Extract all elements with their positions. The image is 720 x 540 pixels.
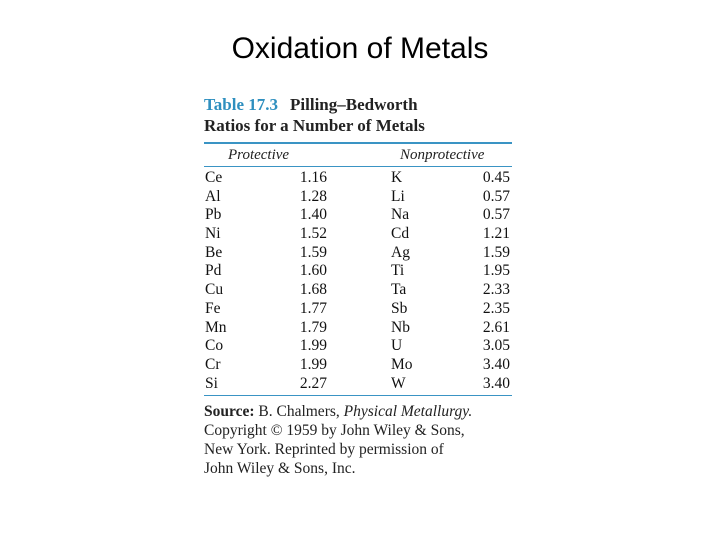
nonprotective-element: W bbox=[391, 374, 406, 392]
source-book: Physical Metallurgy. bbox=[343, 403, 473, 421]
nonprotective-element: Li bbox=[391, 187, 405, 205]
nonprotective-ratio: 2.35 bbox=[482, 299, 510, 317]
source-line3: New York. Reprinted by permission of bbox=[204, 441, 444, 459]
protective-ratio: 1.28 bbox=[299, 187, 327, 205]
protective-element: Be bbox=[205, 243, 223, 261]
protective-element: Cr bbox=[205, 355, 221, 373]
source-line2: Copyright © 1959 by John Wiley & Sons, bbox=[204, 422, 465, 440]
protective-ratio: 1.16 bbox=[299, 169, 327, 186]
protective-ratio: 1.59 bbox=[299, 243, 327, 261]
nonprotective-element: Ag bbox=[391, 243, 410, 261]
nonprotective-ratio: 1.59 bbox=[482, 243, 510, 261]
table-label: Table 17.3 bbox=[204, 95, 279, 114]
protective-ratio: 2.27 bbox=[299, 374, 327, 392]
nonprotective-ratio: 0.45 bbox=[482, 169, 510, 186]
nonprotective-element: Sb bbox=[391, 299, 408, 317]
table-row bbox=[204, 300, 512, 319]
protective-element: Si bbox=[205, 374, 218, 392]
table-body bbox=[204, 167, 512, 395]
table-row bbox=[204, 356, 512, 375]
table-row bbox=[204, 319, 512, 338]
protective-ratio: 1.79 bbox=[299, 318, 327, 336]
source-line4: John Wiley & Sons, Inc. bbox=[204, 460, 356, 478]
table-row bbox=[204, 262, 512, 281]
table-row bbox=[204, 281, 512, 300]
protective-ratio: 1.68 bbox=[299, 281, 327, 299]
nonprotective-ratio: 1.95 bbox=[482, 262, 510, 280]
table-title-line1: Pilling–Bedworth bbox=[290, 95, 418, 114]
pilling-bedworth-table bbox=[204, 94, 512, 478]
nonprotective-ratio: 3.05 bbox=[482, 337, 510, 355]
table-caption bbox=[204, 94, 512, 136]
table-row bbox=[204, 375, 512, 394]
source-label: Source: bbox=[204, 403, 255, 421]
nonprotective-element: Cd bbox=[391, 225, 410, 243]
source-note bbox=[204, 402, 512, 478]
header-nonprotective: Nonprotective bbox=[400, 146, 485, 163]
table-title-line2: Ratios for a Number of Metals bbox=[204, 116, 425, 135]
table-row bbox=[204, 225, 512, 244]
protective-element: Cu bbox=[205, 281, 224, 299]
nonprotective-ratio: 1.21 bbox=[482, 225, 510, 243]
protective-ratio: 1.52 bbox=[299, 225, 327, 243]
nonprotective-element: Ti bbox=[391, 262, 405, 280]
table-row bbox=[204, 169, 512, 188]
source-author: B. Chalmers, bbox=[258, 403, 340, 421]
nonprotective-element: Na bbox=[391, 206, 410, 224]
nonprotective-element: K bbox=[391, 169, 403, 186]
protective-element: Al bbox=[205, 187, 221, 205]
nonprotective-element: Mo bbox=[391, 355, 413, 373]
nonprotective-element: Nb bbox=[391, 318, 410, 336]
nonprotective-ratio: 3.40 bbox=[482, 374, 510, 392]
header-protective: Protective bbox=[228, 146, 290, 163]
protective-ratio: 1.77 bbox=[299, 299, 327, 317]
protective-element: Fe bbox=[205, 299, 221, 317]
nonprotective-ratio: 2.33 bbox=[482, 281, 510, 299]
protective-ratio: 1.99 bbox=[299, 337, 327, 355]
protective-element: Co bbox=[205, 337, 224, 355]
protective-element: Ni bbox=[205, 225, 221, 243]
protective-element: Ce bbox=[205, 169, 223, 186]
protective-ratio: 1.60 bbox=[299, 262, 327, 280]
nonprotective-ratio: 0.57 bbox=[482, 187, 510, 205]
table-row bbox=[204, 188, 512, 207]
protective-element: Pd bbox=[205, 262, 222, 280]
protective-ratio: 1.99 bbox=[299, 355, 327, 373]
protective-element: Pb bbox=[205, 206, 222, 224]
protective-element: Mn bbox=[205, 318, 227, 336]
protective-ratio: 1.40 bbox=[299, 206, 327, 224]
table-row bbox=[204, 337, 512, 356]
slide-title: Oxidation of Metals bbox=[231, 32, 489, 65]
nonprotective-ratio: 2.61 bbox=[482, 318, 510, 336]
nonprotective-ratio: 0.57 bbox=[482, 206, 510, 224]
nonprotective-ratio: 3.40 bbox=[482, 355, 510, 373]
table-row bbox=[204, 244, 512, 263]
nonprotective-element: U bbox=[391, 337, 403, 355]
table-row bbox=[204, 206, 512, 225]
table-bottom-rule bbox=[204, 395, 512, 396]
column-headers bbox=[204, 144, 512, 166]
nonprotective-element: Ta bbox=[391, 281, 407, 299]
